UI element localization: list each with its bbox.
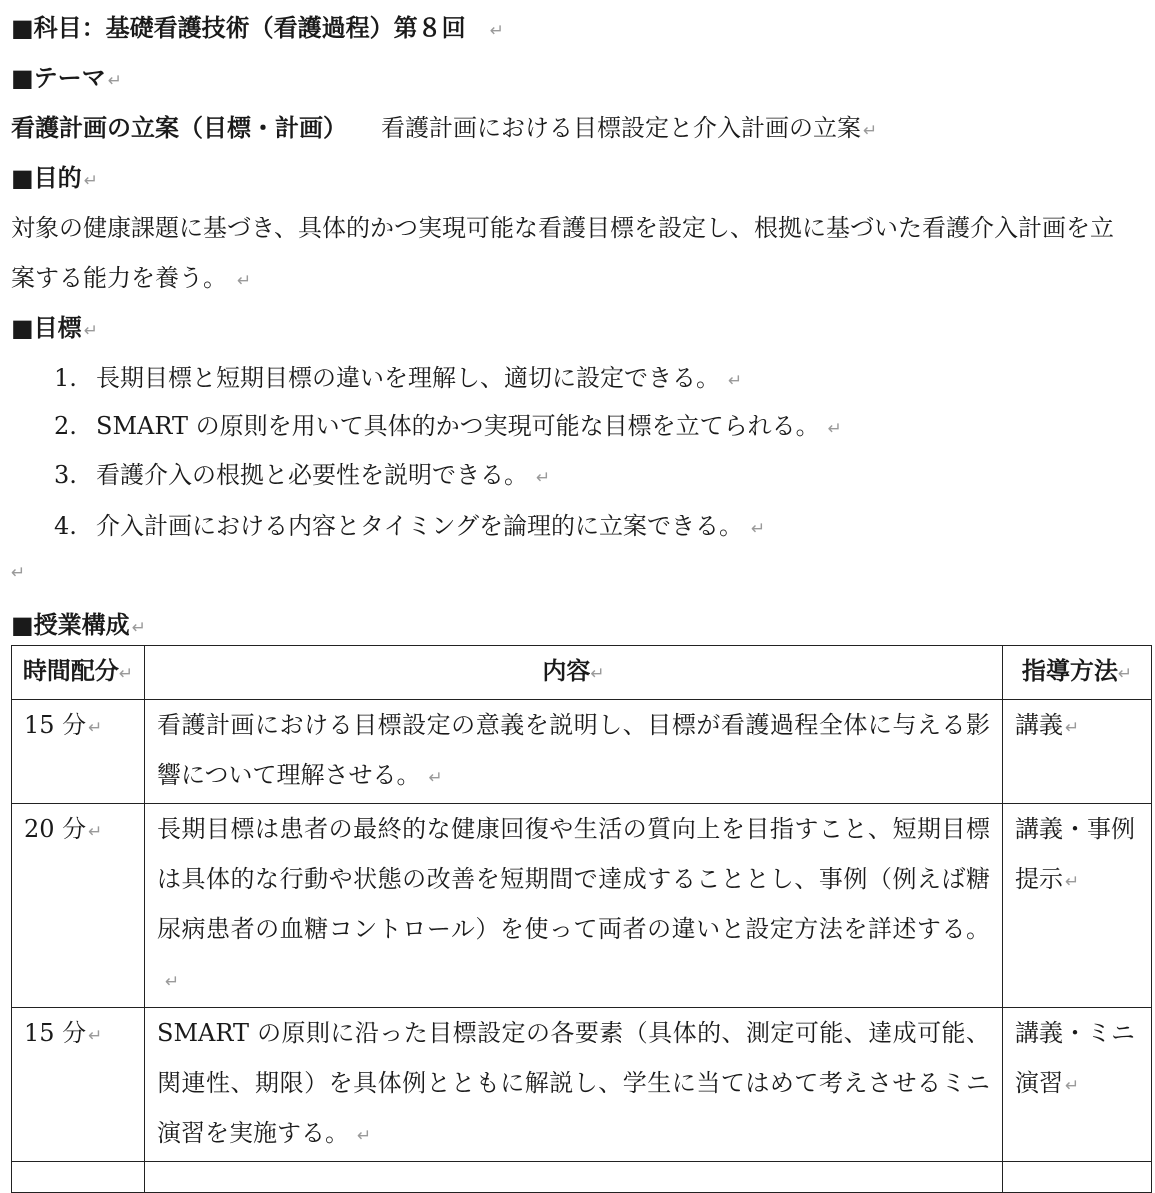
paragraph-mark-icon: ↵ [357,1126,372,1146]
paragraph-mark-icon: ↵ [83,321,98,341]
theme-heading-text: ■テーマ [11,63,106,92]
cell-method: 講義・事例提示 ↵ [1003,804,1152,1008]
table-row-partial [12,1162,1152,1193]
cell-content [145,1162,1003,1193]
purpose-heading-text: ■目的 [11,163,82,192]
purpose-text-1: 対象の健康課題に基づき、具体的かつ実現可能な看護目標を設定し、根拠に基づいた看護介入計画を立 [11,214,1115,242]
theme-heading [11,58,122,93]
paragraph-mark-icon: ↵ [1065,1076,1080,1096]
goal-text: 長期目標と短期目標の違いを理解し、適切に設定できる。 [96,364,720,392]
cell-content: 長期目標は患者の最終的な健康回復や生活の質向上を目指すこと、短期目標は具体的な行動や状態の改善を短期間で達成することとし、事例（例えば糖尿病患者の血糖コントロール）を使って両者の違いと設定方法を詳述する。↵ [145,804,1003,1008]
table-row [12,1008,1152,1162]
paragraph-mark-icon: ↵ [237,271,252,291]
paragraph-mark-icon: ↵ [863,121,878,141]
theme-title: 看護計画の立案（目標・計画） [11,113,347,142]
structure-heading [11,605,146,640]
goals-heading [11,308,98,343]
paragraph-mark-icon: ↵ [728,371,743,391]
purpose-heading [11,158,98,193]
cell-time: 20 分 ↵ [12,804,145,1008]
cell-method: 講義・ミニ演習 ↵ [1003,1008,1152,1162]
header-time: 時間配分↵ [12,646,145,700]
purpose-line-2 [11,258,251,293]
goal-number: 4. [54,512,77,540]
subject-heading [11,8,504,43]
paragraph-mark-icon: ↵ [88,1026,103,1046]
purpose-text-2: 案する能力を養う。 [11,264,227,292]
subject-text: ■科目：基礎看護技術（看護過程）第８回 [11,13,466,42]
header-method: 指導方法↵ [1003,646,1152,700]
cell-time: 15 分 ↵ [12,1008,145,1162]
lesson-structure-table [11,645,1152,1193]
paragraph-mark-icon: ↵ [1065,718,1080,738]
paragraph-mark-icon: ↵ [536,468,551,488]
paragraph-mark-icon: ↵ [1117,664,1133,684]
cell-method [1003,1162,1152,1193]
purpose-line-1 [11,208,1114,243]
paragraph-mark-icon: ↵ [489,21,504,41]
table-header-row [12,646,1152,700]
paragraph-mark-icon: ↵ [590,664,605,684]
theme-description: 看護計画における目標設定と介入計画の立案 [381,114,861,142]
cell-method: 講義 ↵ [1003,700,1152,804]
goals-heading-text: ■目標 [11,313,82,342]
goal-item [54,506,765,541]
goal-number: 1. [54,364,77,392]
paragraph-mark-icon: ↵ [751,519,766,539]
cell-time [12,1162,145,1193]
structure-heading-text: ■授業構成 [11,610,130,639]
paragraph-mark-icon: ↵ [118,664,134,684]
paragraph-mark-icon: ↵ [827,419,842,439]
goal-text: SMART の原則を用いて具体的かつ実現可能な目標を立てられる。 [96,412,820,440]
goal-item [54,406,842,441]
cell-content: 看護計画における目標設定の意義を説明し、目標が看護過程全体に与える影響について理解させる。 ↵ [145,700,1003,804]
table-row [12,804,1152,1008]
theme-line [11,108,877,143]
paragraph-mark-icon: ↵ [88,718,103,738]
paragraph-mark-icon: ↵ [88,822,103,842]
cell-content: SMART の原則に沿った目標設定の各要素（具体的、測定可能、達成可能、関連性、期限）を具体例とともに解説し、学生に当てはめて考えさせるミニ演習を実施する。 ↵ [145,1008,1003,1162]
table-row [12,700,1152,804]
paragraph-mark-icon: ↵ [131,618,146,638]
paragraph-mark-icon: ↵ [11,563,26,583]
empty-paragraph [11,556,25,584]
goal-number: 2. [54,412,77,440]
goal-text: 看護介入の根拠と必要性を説明できる。 [96,461,528,489]
goal-number: 3. [54,461,77,489]
cell-time: 15 分 ↵ [12,700,145,804]
paragraph-mark-icon: ↵ [107,71,122,91]
goal-item [54,455,550,490]
header-content: 内容↵ [145,646,1003,700]
paragraph-mark-icon: ↵ [165,972,180,992]
paragraph-mark-icon: ↵ [428,768,443,788]
goal-item [54,358,742,393]
paragraph-mark-icon: ↵ [83,171,98,191]
goal-text: 介入計画における内容とタイミングを論理的に立案できる。 [96,512,744,540]
paragraph-mark-icon: ↵ [1065,872,1080,892]
